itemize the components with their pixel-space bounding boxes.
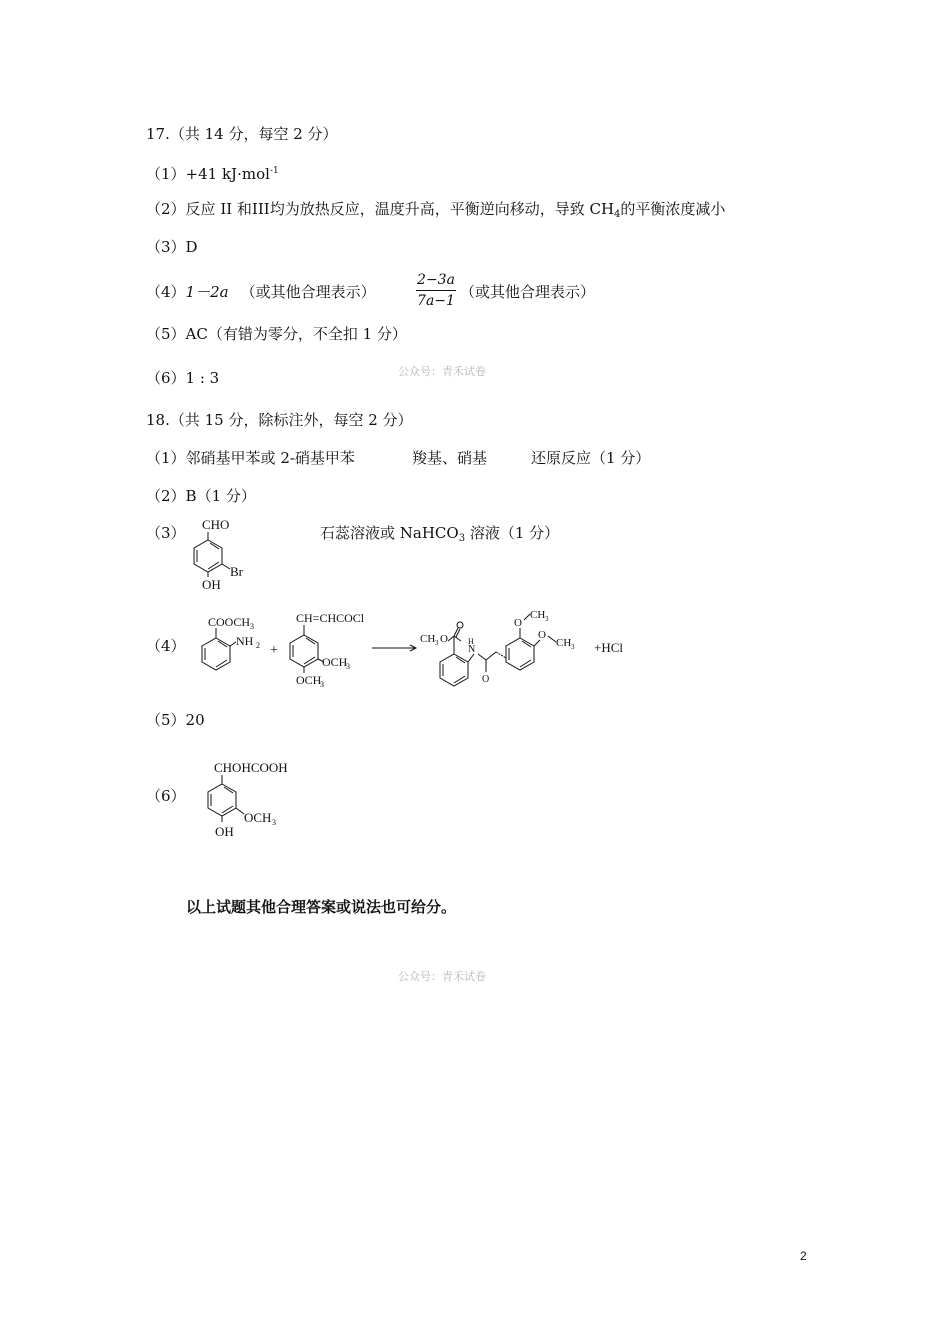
q18-answer-1-part2: 羧基、硝基 xyxy=(412,449,488,467)
atom-o: O xyxy=(538,629,546,641)
q18-answer-2 xyxy=(146,486,256,506)
group-och: OCH xyxy=(322,655,348,669)
answer-part-1: 邻硝基甲苯或 2-硝基甲苯 xyxy=(185,449,355,467)
benzene-ring xyxy=(194,540,222,572)
answer-value: 20 xyxy=(185,711,205,729)
watermark: 公众号：青禾试卷 xyxy=(398,970,486,983)
q18-answer-4-label: （4） xyxy=(146,637,186,655)
q17-header: 17.（共 14 分，每空 2 分） xyxy=(146,125,338,143)
benzene-ring xyxy=(290,635,318,667)
subscript: 3 xyxy=(346,662,350,671)
closing-note: 以上试题其他合理答案或说法也可给分。 xyxy=(186,898,457,916)
group-chohcooh: CHOHCOOH xyxy=(214,760,288,775)
answer-label: （1） xyxy=(146,449,186,467)
q17-answer-5 xyxy=(146,324,407,344)
group-cho: CHO xyxy=(202,517,230,532)
structure-vanillylmandelic-acid xyxy=(200,756,320,846)
answer-label: （3） xyxy=(146,238,186,256)
fraction-denominator: 7a−1 xyxy=(417,293,455,309)
q17-answer-3 xyxy=(146,237,198,257)
subscript: 4 xyxy=(614,209,621,220)
answer-label: （2） xyxy=(146,487,186,505)
byproduct-hcl: +HCl xyxy=(594,640,624,655)
q18-answer-6-label: （6） xyxy=(146,787,186,805)
plus-sign: + xyxy=(270,643,278,658)
q18-answer-1-part3: 还原反应（1 分） xyxy=(531,449,651,467)
answer-value: 1 : 3 xyxy=(185,369,220,387)
group-chchcocl: CH=CHCOCl xyxy=(296,611,365,625)
double-bond xyxy=(208,562,219,569)
bond xyxy=(448,636,454,641)
bond xyxy=(548,636,556,642)
bond xyxy=(468,654,474,662)
group-ch: CH xyxy=(556,637,572,649)
group-cooch: COOCH xyxy=(208,615,251,629)
answer-label: （1） xyxy=(146,165,186,183)
answer-value: B（1 分） xyxy=(185,487,256,505)
q18-header: 18.（共 15 分，除标注外，每空 2 分） xyxy=(146,411,413,429)
group-oh: OH xyxy=(202,577,221,592)
answer-value: AC（有错为零分，不全扣 1 分） xyxy=(185,325,407,343)
atom-o: O xyxy=(482,674,490,685)
watermark: 公众号：青禾试卷 xyxy=(398,365,486,378)
answer-label: （4） xyxy=(146,283,186,301)
fraction-numerator: 2−3a xyxy=(417,272,455,288)
atom-o: O xyxy=(440,633,448,645)
subscript: 3 xyxy=(545,615,549,623)
q18-answer-3-reagent xyxy=(320,523,559,549)
fraction xyxy=(416,271,456,310)
bond xyxy=(236,808,244,814)
q17-answer-2 xyxy=(146,199,725,225)
group-och: OCH xyxy=(244,810,272,825)
group-br: Br xyxy=(230,564,243,579)
answer-text: 石蕊溶液或 NaHCO xyxy=(320,524,459,542)
atom-n: N xyxy=(468,644,476,655)
answer-label: （5） xyxy=(146,711,186,729)
reactant-cinnamoyl-chloride xyxy=(290,611,365,689)
bond xyxy=(478,654,486,660)
subscript: 3 xyxy=(272,818,276,827)
double-bond-ch xyxy=(496,652,506,658)
q17-answer-4 xyxy=(146,282,376,302)
q17-answer-1 xyxy=(146,161,279,184)
benzene-ring xyxy=(440,654,468,686)
group-ch: CH xyxy=(530,609,546,621)
group-och: OCH xyxy=(296,673,322,687)
atom-o: O xyxy=(514,617,522,629)
group-nh: NH xyxy=(236,634,254,648)
q18-answer-5 xyxy=(146,710,205,730)
benzene-ring xyxy=(208,784,236,816)
subscript: 3 xyxy=(571,643,575,651)
benzene-ring xyxy=(202,638,230,670)
answer-value: 1－2a xyxy=(185,283,229,301)
product-amide xyxy=(420,609,575,686)
double-bond xyxy=(454,676,465,683)
reaction-equation xyxy=(196,608,636,690)
bond xyxy=(486,652,496,660)
reactant-methyl-anthranilate xyxy=(202,615,260,670)
double-bond xyxy=(520,660,531,667)
bond xyxy=(222,564,230,569)
benzene-ring xyxy=(506,638,534,670)
subscript: 3 xyxy=(435,639,439,647)
q18-answer-3-label: （3） xyxy=(146,524,186,542)
answer-value: D xyxy=(185,238,198,256)
bond xyxy=(454,636,461,641)
subscript: 3 xyxy=(458,533,466,544)
structure-bromo-hydroxybenzaldehyde xyxy=(186,514,266,592)
answer-text: 反应 II 和III均为放热反应，温度升高，平衡逆向移动，导致 CH xyxy=(185,200,615,218)
double-bond xyxy=(222,806,233,813)
subscript: 3 xyxy=(250,622,254,631)
answer-text-end: 的平衡浓度减小 xyxy=(620,200,726,218)
atom-h: H xyxy=(468,637,474,646)
double-bond xyxy=(304,657,315,664)
superscript: -1 xyxy=(269,166,279,176)
group-oh: OH xyxy=(215,824,234,839)
answer-label: （5） xyxy=(146,325,186,343)
q17-answer-6 xyxy=(146,368,219,388)
double-bond xyxy=(216,660,227,667)
answer-note: （或其他合理表示） xyxy=(240,283,376,301)
fraction-bar xyxy=(416,290,456,291)
answer-value: +41 kJ·mol xyxy=(185,165,270,183)
q18-answer-1 xyxy=(146,448,355,468)
group-ch: CH xyxy=(420,633,436,645)
carbonyl-oxygen xyxy=(457,622,463,628)
subscript: 3 xyxy=(320,680,324,689)
answer-label: （2） xyxy=(146,200,186,218)
answer-label: （6） xyxy=(146,369,186,387)
subscript: 2 xyxy=(256,641,260,650)
answer-text-end: 溶液（1 分） xyxy=(465,524,560,542)
page-number: 2 xyxy=(800,1249,807,1263)
q17-answer-4-note2: （或其他合理表示） xyxy=(460,283,596,301)
